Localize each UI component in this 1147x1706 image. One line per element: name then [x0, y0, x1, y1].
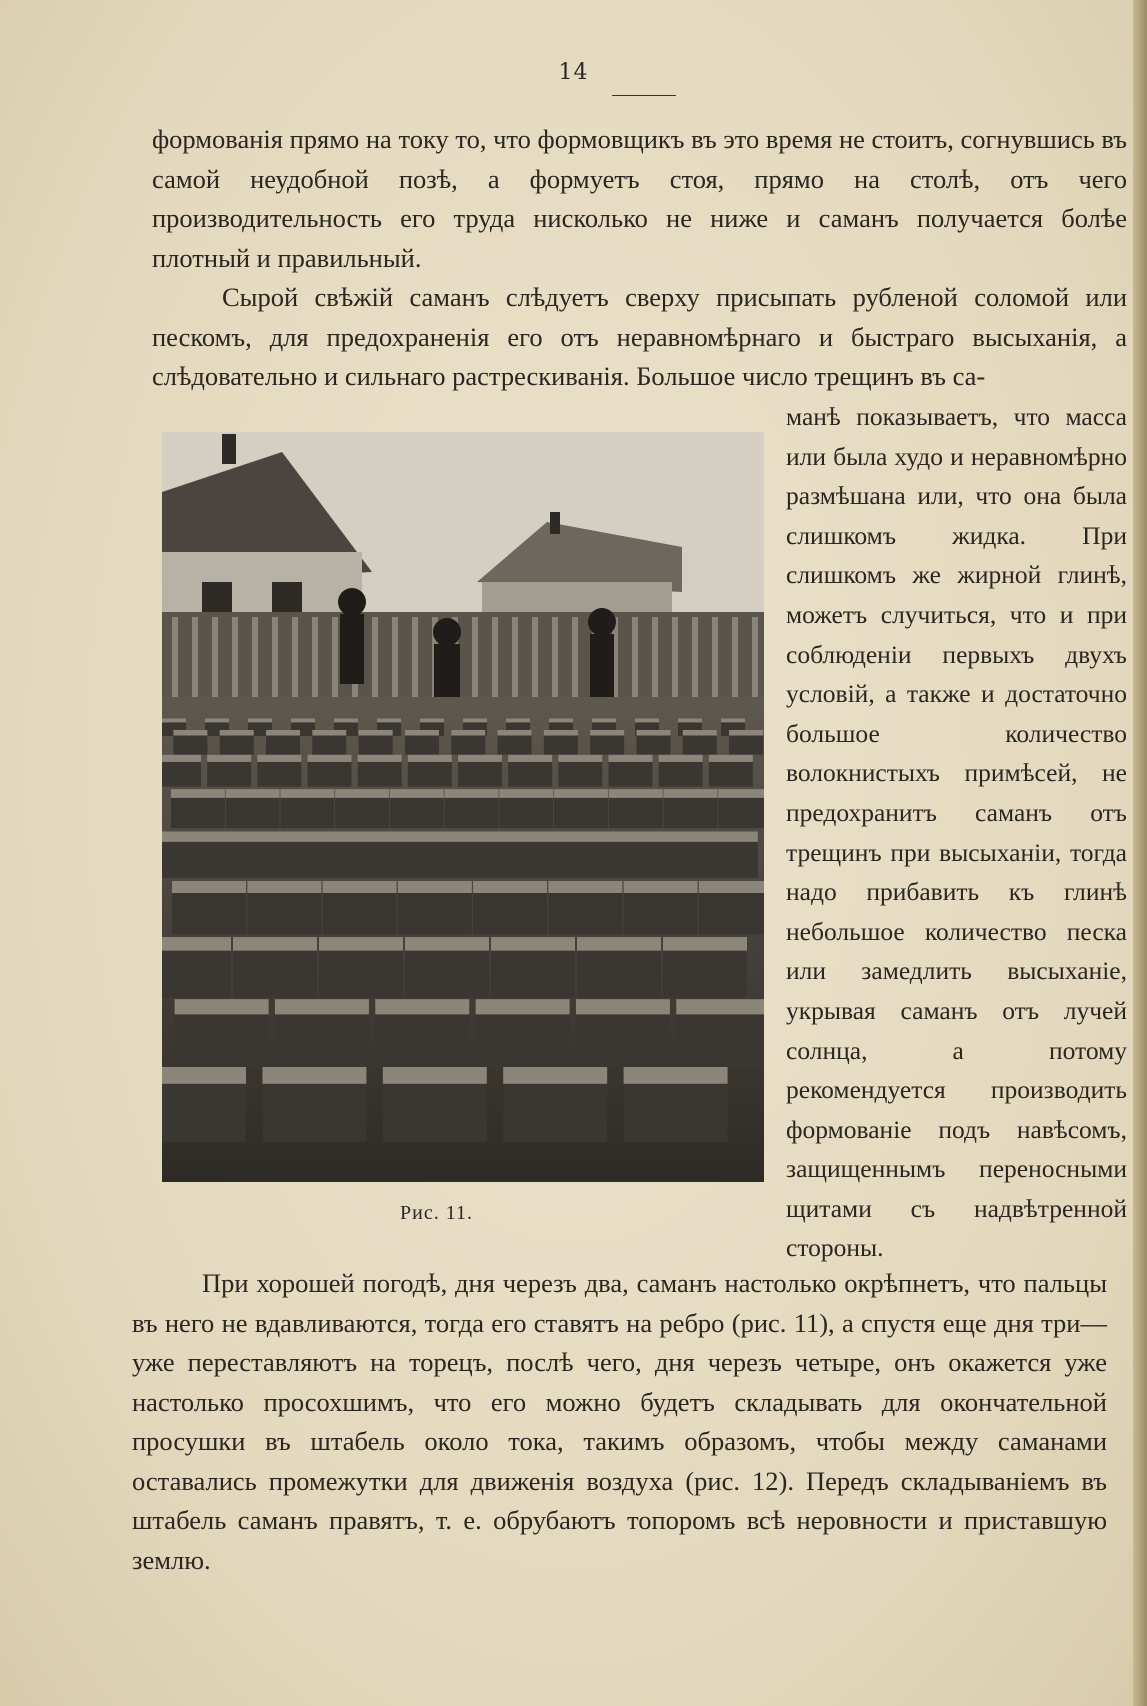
adobe-block-top — [171, 789, 225, 798]
adobe-block-top — [377, 719, 401, 723]
adobe-block-top — [498, 730, 532, 736]
adobe-block-top — [173, 730, 207, 736]
adobe-block — [609, 761, 653, 787]
chimney — [222, 434, 236, 464]
adobe-block — [175, 1013, 269, 1067]
adobe-block — [451, 735, 485, 755]
adobe-block — [220, 735, 254, 755]
adobe-block — [624, 1082, 728, 1142]
adobe-block-top — [312, 730, 346, 736]
paragraph-bottom: При хорошей погодѣ, дня черезъ два, саманъ настолько окрѣпнетъ, что пальцы въ него не вдавливаются, тогда его ставятъ на ребро (рис. 11), а спустя еще дня три—уже переставляютъ на торецъ, послѣ чего, дня черезъ четыре, онъ окажется уже настолько просохшимъ, что его можно будетъ складывать для окончательной просушки въ штабель около тока, такимъ образомъ, чтобы между саманами оставались промежутки для движенія воздуха (рис. 12). Передъ складываніемъ въ штабель саманъ правятъ, т. е. обрубаютъ топоромъ всѣ неровности и приставшую землю. — [132, 1268, 1107, 1575]
adobe-block — [458, 761, 502, 787]
adobe-block — [162, 841, 216, 878]
adobe-block — [319, 949, 403, 998]
adobe-block-top — [162, 755, 201, 762]
adobe-block — [405, 735, 439, 755]
adobe-block-top — [549, 719, 573, 723]
adobe-block — [476, 1013, 570, 1067]
adobe-block-top — [308, 755, 352, 762]
adobe-block — [162, 1082, 246, 1142]
adobe-block-top — [323, 881, 397, 893]
adobe-block — [375, 1013, 469, 1067]
adobe-block-top — [663, 937, 747, 951]
paragraph-continuation: формованія прямо на току то, что формовщикъ въ это время не стоитъ, согнувшись въ самой неудобной позѣ, а формуетъ стоя, прямо на столѣ, отъ чего производительность его труда нисколько не ниже и саманъ получается болѣе плотный и правильный. — [152, 124, 1127, 273]
adobe-block-top — [405, 730, 439, 736]
adobe-block — [262, 1082, 366, 1142]
adobe-block-top — [491, 937, 575, 951]
adobe-block-top — [390, 789, 444, 798]
page-number-rule — [612, 95, 676, 96]
page-edge — [1133, 0, 1147, 1706]
adobe-block-top — [212, 832, 276, 842]
adobe-block-top — [544, 730, 578, 736]
adobe-block-top — [634, 832, 698, 842]
photo-illustration — [162, 432, 764, 1182]
adobe-block — [676, 1013, 764, 1067]
adobe-block-top — [554, 789, 608, 798]
adobe-block-top — [453, 832, 517, 842]
adobe-block-top — [175, 999, 269, 1014]
adobe-block — [729, 735, 763, 755]
adobe-block — [390, 797, 444, 828]
house-right-chimney — [550, 512, 560, 534]
adobe-block — [554, 797, 608, 828]
adobe-block-top — [676, 999, 764, 1014]
adobe-block-top — [445, 789, 499, 798]
adobe-block-top — [718, 789, 764, 798]
adobe-block — [683, 735, 717, 755]
adobe-block — [172, 892, 246, 935]
adobe-block-top — [609, 755, 653, 762]
adobe-block-top — [590, 730, 624, 736]
adobe-block-top — [207, 755, 251, 762]
adobe-block — [624, 892, 698, 935]
paragraph-second-start: Сырой свѣжій саманъ слѣдуетъ сверху присыпать рубленой соломой или пескомъ, для предохраненія его отъ неравномѣрнаго и быстраго высыханія, а слѣдовательно и сильнаго растрескиванія. Большое число трещинъ въ са- — [152, 282, 1127, 391]
adobe-block — [358, 761, 402, 787]
page-number: 14 — [558, 60, 589, 85]
adobe-block — [272, 841, 336, 878]
adobe-block-top — [506, 719, 530, 723]
figure-caption: Рис. 11. — [400, 1202, 473, 1224]
adobe-block — [333, 841, 397, 878]
adobe-block — [590, 735, 624, 755]
adobe-block-top — [162, 832, 216, 842]
adobe-block-top — [291, 719, 315, 723]
adobe-block — [162, 761, 201, 787]
adobe-block-top — [451, 730, 485, 736]
adobe-block-top — [635, 719, 659, 723]
adobe-block-top — [319, 937, 403, 951]
adobe-block-top — [729, 730, 763, 736]
adobe-block — [323, 892, 397, 935]
adobe-block-top — [458, 755, 502, 762]
adobe-block-top — [257, 755, 301, 762]
adobe-block-top — [393, 832, 457, 842]
adobe-block-top — [162, 719, 186, 723]
adobe-block — [718, 797, 764, 828]
adobe-block — [280, 797, 334, 828]
adobe-block-top — [694, 832, 758, 842]
adobe-block — [453, 841, 517, 878]
adobe-block — [508, 761, 552, 787]
adobe-block-top — [262, 1067, 366, 1084]
figure-photo — [162, 432, 764, 1182]
adobe-block-top — [663, 789, 717, 798]
adobe-block — [171, 797, 225, 828]
adobe-block — [275, 1013, 369, 1067]
adobe-block — [573, 841, 637, 878]
adobe-block — [308, 761, 352, 787]
adobe-block — [335, 797, 389, 828]
adobe-block — [162, 949, 231, 998]
adobe-block-top — [609, 789, 663, 798]
adobe-block — [498, 735, 532, 755]
adobe-block — [405, 949, 489, 998]
text-bottom — [132, 1264, 1107, 1580]
text-top — [152, 120, 1127, 397]
adobe-block — [577, 949, 661, 998]
adobe-block-top — [576, 999, 670, 1014]
adobe-block — [709, 761, 753, 787]
adobe-block-top — [398, 881, 472, 893]
adobe-block-top — [334, 719, 358, 723]
adobe-block-top — [359, 730, 393, 736]
adobe-block-top — [624, 881, 698, 893]
adobe-block — [634, 841, 698, 878]
adobe-block-top — [248, 719, 272, 723]
adobe-block-top — [335, 789, 389, 798]
adobe-block-top — [172, 881, 246, 893]
adobe-block — [359, 735, 393, 755]
adobe-block-top — [678, 719, 702, 723]
adobe-block — [491, 949, 575, 998]
adobe-block-top — [280, 789, 334, 798]
adobe-block — [558, 761, 602, 787]
adobe-block-top — [699, 881, 764, 893]
paragraph-side: манѣ показываетъ, что масса или была худо и неравномѣрно размѣшана или, что она была слишкомъ жидка. При слишкомъ же жирной глинѣ, можетъ случиться, что и при соблюденіи первыхъ двухъ условій, а также и достаточно большое количество волокнистыхъ примѣсей, не предохранитъ саманъ отъ трещинъ при высыханіи, тогда надо прибавить къ глинѣ небольшое количество песка или замедлить высыханіе, укрывая саманъ отъ лучей солнца, а потому рекомендуется производить формованіе подъ навѣсомъ, защищеннымъ переносными щитами съ надвѣтренной стороны. — [786, 402, 1127, 1263]
adobe-block-top — [220, 730, 254, 736]
adobe-block-top — [463, 719, 487, 723]
adobe-block-top — [272, 832, 336, 842]
adobe-block — [609, 797, 663, 828]
adobe-block-top — [226, 789, 280, 798]
adobe-block-top — [420, 719, 444, 723]
adobe-block-top — [721, 719, 745, 723]
adobe-block-top — [275, 999, 369, 1014]
adobe-block-top — [408, 755, 452, 762]
adobe-block — [499, 797, 553, 828]
adobe-block — [694, 841, 758, 878]
adobe-block — [659, 761, 703, 787]
adobe-block — [226, 797, 280, 828]
adobe-block — [699, 892, 764, 935]
adobe-block — [663, 949, 747, 998]
adobe-block — [503, 1082, 607, 1142]
adobe-block-top — [205, 719, 229, 723]
adobe-block — [393, 841, 457, 878]
adobe-block — [544, 735, 578, 755]
adobe-block — [173, 735, 207, 755]
adobe-block — [247, 892, 321, 935]
adobe-block-top — [659, 755, 703, 762]
adobe-block-top — [508, 755, 552, 762]
adobe-block-top — [333, 832, 397, 842]
adobe-block — [212, 841, 276, 878]
adobe-block — [266, 735, 300, 755]
adobe-block-top — [473, 881, 547, 893]
adobe-block-top — [624, 1067, 728, 1084]
adobe-block-top — [683, 730, 717, 736]
adobe-block-top — [592, 719, 616, 723]
adobe-block — [383, 1082, 487, 1142]
adobe-block-top — [476, 999, 570, 1014]
adobe-block-top — [503, 1067, 607, 1084]
adobe-block — [207, 761, 251, 787]
adobe-block-top — [162, 937, 231, 951]
adobe-block — [257, 761, 301, 787]
adobe-block — [663, 797, 717, 828]
adobe-block — [473, 892, 547, 935]
adobe-block — [636, 735, 670, 755]
adobe-block-top — [247, 881, 321, 893]
adobe-block-top — [577, 937, 661, 951]
adobe-block-top — [266, 730, 300, 736]
adobe-block-top — [162, 1067, 246, 1084]
adobe-block-top — [709, 755, 753, 762]
adobe-block — [445, 797, 499, 828]
adobe-block-top — [375, 999, 469, 1014]
adobe-block — [576, 1013, 670, 1067]
adobe-block — [408, 761, 452, 787]
adobe-block-top — [383, 1067, 487, 1084]
adobe-block-top — [558, 755, 602, 762]
adobe-block-top — [358, 755, 402, 762]
adobe-block-top — [405, 937, 489, 951]
adobe-block-top — [573, 832, 637, 842]
adobe-block-top — [513, 832, 577, 842]
adobe-block — [312, 735, 346, 755]
adobe-block-top — [233, 937, 317, 951]
adobe-block — [513, 841, 577, 878]
adobe-block — [398, 892, 472, 935]
adobe-block — [233, 949, 317, 998]
adobe-block — [548, 892, 622, 935]
adobe-block-top — [548, 881, 622, 893]
text-side-column — [786, 397, 1127, 1268]
adobe-block-top — [636, 730, 670, 736]
adobe-block-top — [499, 789, 553, 798]
